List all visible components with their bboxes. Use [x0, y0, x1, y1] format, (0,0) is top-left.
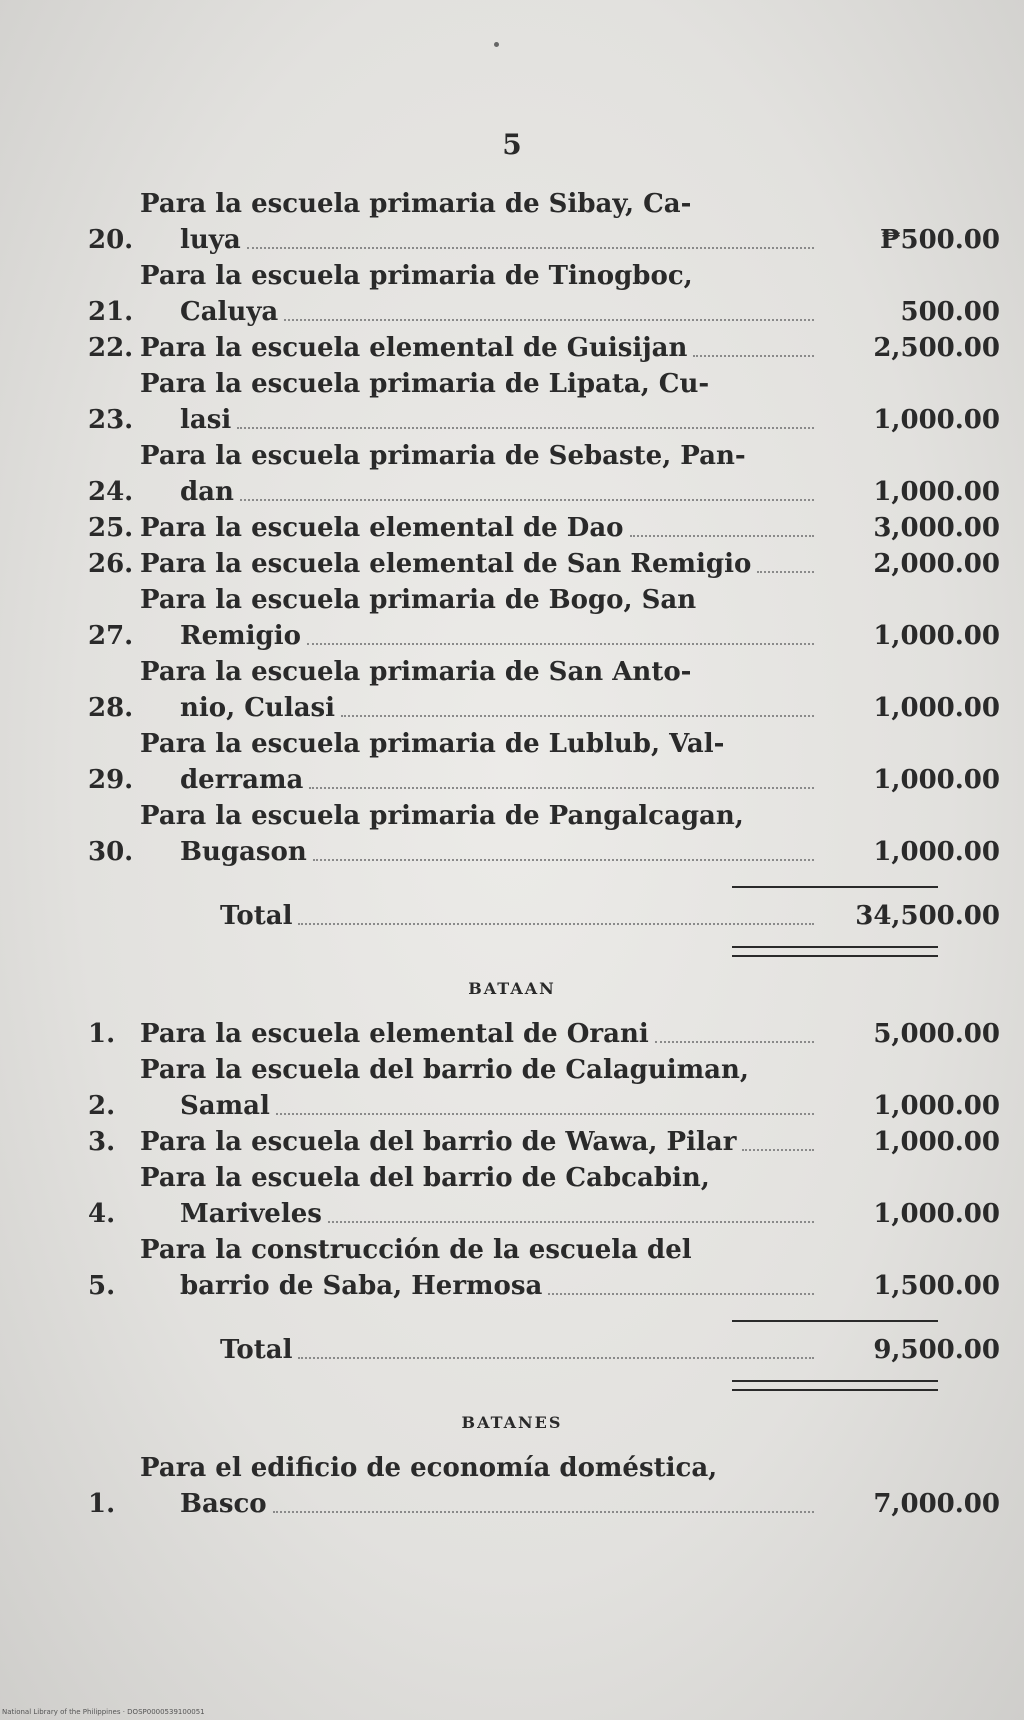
item-description — [140, 1450, 820, 1522]
item-description — [140, 1160, 820, 1232]
description-text: Para la escuela elemental de Guisijan — [140, 333, 688, 363]
list-item — [88, 546, 1024, 582]
item-amount: 1,500.00 — [873, 1271, 1000, 1301]
total-label: Total — [220, 1335, 293, 1365]
sum-rule — [732, 886, 938, 888]
item-number: 27. — [88, 621, 134, 651]
description-line — [140, 834, 820, 870]
item-amount: 1,000.00 — [873, 1199, 1000, 1229]
description-line — [140, 654, 820, 690]
total-line — [220, 898, 820, 934]
dot-leader — [307, 643, 814, 645]
description-line — [140, 474, 820, 510]
description-line — [140, 1450, 820, 1486]
ink-speck — [494, 42, 499, 47]
dot-leader — [237, 427, 814, 429]
item-number: 1. — [88, 1489, 116, 1519]
dot-leader — [298, 923, 814, 925]
description-text: Para la construcción de la escuela del — [140, 1235, 692, 1265]
item-amount: 1,000.00 — [873, 621, 1000, 651]
list-item — [88, 366, 1024, 438]
description-text: Para la escuela primaria de Pangalcagan, — [140, 801, 744, 831]
item-description — [140, 186, 820, 258]
item-amount: 1,000.00 — [873, 1127, 1000, 1157]
description-line — [140, 1124, 820, 1160]
dot-leader — [284, 319, 814, 321]
total-row — [88, 1332, 1024, 1368]
description-line — [140, 582, 820, 618]
dot-leader — [273, 1511, 814, 1513]
item-description — [140, 582, 820, 654]
item-number: 26. — [88, 549, 134, 579]
list-item — [88, 1016, 1024, 1052]
list-item — [88, 510, 1024, 546]
description-line — [140, 726, 820, 762]
description-line — [140, 1232, 820, 1268]
dot-leader — [341, 715, 814, 717]
page-number: 5 — [502, 128, 522, 161]
item-description — [140, 726, 820, 798]
total-double-rule — [732, 946, 938, 957]
list-item — [88, 1124, 1024, 1160]
item-amount: 5,000.00 — [873, 1019, 1000, 1049]
item-description — [140, 546, 820, 582]
description-line — [140, 510, 820, 546]
description-text: dan — [180, 477, 234, 507]
list-item — [88, 438, 1024, 510]
description-line — [140, 618, 820, 654]
description-text: Para la escuela primaria de Bogo, San — [140, 585, 697, 615]
description-text: Para la escuela del barrio de Cabcabin, — [140, 1163, 710, 1193]
list-item — [88, 654, 1024, 726]
description-text: Remigio — [180, 621, 301, 651]
description-text: Para la escuela elemental de Dao — [140, 513, 624, 543]
description-line — [140, 186, 820, 222]
description-line — [140, 798, 820, 834]
item-number: 5. — [88, 1271, 116, 1301]
description-text: Basco — [180, 1489, 267, 1519]
dot-leader — [309, 787, 814, 789]
dot-leader — [240, 499, 814, 501]
sum-rule — [732, 1320, 938, 1322]
item-amount: 1,000.00 — [873, 1091, 1000, 1121]
total-double-rule — [732, 1380, 938, 1391]
description-text: Para la escuela primaria de Tinogboc, — [140, 261, 693, 291]
description-line — [140, 690, 820, 726]
description-text: Caluya — [180, 297, 279, 327]
description-line — [140, 1052, 820, 1088]
item-number: 28. — [88, 693, 134, 723]
item-number: 2. — [88, 1091, 116, 1121]
description-text: Para la escuela primaria de San Anto- — [140, 657, 692, 687]
description-line — [140, 366, 820, 402]
item-amount: 1,000.00 — [873, 765, 1000, 795]
description-line — [140, 438, 820, 474]
item-description — [140, 366, 820, 438]
item-number: 23. — [88, 405, 134, 435]
description-line — [140, 1268, 820, 1304]
total-amount: 34,500.00 — [855, 901, 1000, 931]
item-description — [140, 330, 820, 366]
item-number: 25. — [88, 513, 134, 543]
description-text: Para la escuela del barrio de Wawa, Pilar — [140, 1127, 737, 1157]
section-heading: BATAAN — [468, 979, 556, 998]
item-description — [140, 1232, 820, 1304]
item-number: 21. — [88, 297, 134, 327]
dot-leader — [757, 571, 814, 573]
dot-leader — [298, 1357, 814, 1359]
list-item — [88, 1450, 1024, 1522]
item-amount: 500.00 — [900, 297, 1000, 327]
item-number: 20. — [88, 225, 134, 255]
item-description — [140, 258, 820, 330]
item-amount: 7,000.00 — [873, 1489, 1000, 1519]
dot-leader — [655, 1041, 814, 1043]
item-description — [140, 510, 820, 546]
item-description — [140, 654, 820, 726]
total-line — [220, 1332, 820, 1368]
list-item — [88, 1052, 1024, 1124]
total-row — [88, 898, 1024, 934]
dot-leader — [742, 1149, 814, 1151]
description-text: lasi — [180, 405, 232, 435]
dot-leader — [276, 1113, 814, 1115]
item-description — [140, 438, 820, 510]
list-item — [88, 258, 1024, 330]
description-text: Para el edificio de economía doméstica, — [140, 1453, 718, 1483]
dot-leader — [630, 535, 814, 537]
item-amount: 1,000.00 — [873, 693, 1000, 723]
description-text: Para la escuela elemental de Orani — [140, 1019, 649, 1049]
description-line — [140, 330, 820, 366]
item-amount: 2,500.00 — [873, 333, 1000, 363]
description-text: Para la escuela primaria de Sebaste, Pan- — [140, 441, 746, 471]
dot-leader — [313, 859, 814, 861]
list-item — [88, 726, 1024, 798]
description-line — [140, 1016, 820, 1052]
section-heading: BATANES — [461, 1413, 563, 1432]
description-line — [140, 546, 820, 582]
item-amount: 1,000.00 — [873, 477, 1000, 507]
item-amount: 2,000.00 — [873, 549, 1000, 579]
description-line — [140, 762, 820, 798]
description-text: derrama — [180, 765, 304, 795]
description-text: Para la escuela primaria de Lublub, Val- — [140, 729, 725, 759]
list-item — [88, 798, 1024, 870]
item-amount: 1,000.00 — [873, 405, 1000, 435]
description-text: Mariveles — [180, 1199, 322, 1229]
item-number: 3. — [88, 1127, 116, 1157]
list-item — [88, 582, 1024, 654]
item-number: 29. — [88, 765, 134, 795]
item-number: 22. — [88, 333, 134, 363]
item-number: 4. — [88, 1199, 116, 1229]
footer-caption: National Library of the Philippines · DOSP0000539100051 — [2, 1708, 205, 1716]
item-description — [140, 1052, 820, 1124]
list-item — [88, 1160, 1024, 1232]
description-line — [140, 402, 820, 438]
description-line — [140, 258, 820, 294]
item-description — [140, 1124, 820, 1160]
total-description — [140, 898, 820, 934]
item-number: 30. — [88, 837, 134, 867]
description-text: Para la escuela primaria de Lipata, Cu- — [140, 369, 710, 399]
item-number: 1. — [88, 1019, 116, 1049]
list-item — [88, 1232, 1024, 1304]
description-line — [140, 1088, 820, 1124]
description-text: luya — [180, 225, 241, 255]
description-line — [140, 294, 820, 330]
description-line — [140, 1160, 820, 1196]
description-text: nio, Culasi — [180, 693, 336, 723]
description-text: Bugason — [180, 837, 307, 867]
description-text: barrio de Saba, Hermosa — [180, 1271, 543, 1301]
total-amount: 9,500.00 — [873, 1335, 1000, 1365]
item-description — [140, 798, 820, 870]
description-line — [140, 1486, 820, 1522]
item-amount: 3,000.00 — [873, 513, 1000, 543]
item-description — [140, 1016, 820, 1052]
dot-leader — [328, 1221, 814, 1223]
item-number: 24. — [88, 477, 134, 507]
description-text: Para la escuela del barrio de Calaguiman, — [140, 1055, 749, 1085]
description-text: Para la escuela primaria de Sibay, Ca- — [140, 189, 692, 219]
dot-leader — [693, 355, 814, 357]
dot-leader — [548, 1293, 814, 1295]
description-line — [140, 222, 820, 258]
description-line — [140, 1196, 820, 1232]
description-text: Para la escuela elemental de San Remigio — [140, 549, 752, 579]
total-label: Total — [220, 901, 293, 931]
total-description — [140, 1332, 820, 1368]
item-amount: 1,000.00 — [873, 837, 1000, 867]
appropriation-list — [0, 186, 1024, 1522]
list-item — [88, 330, 1024, 366]
item-amount: ₱500.00 — [879, 225, 1000, 255]
description-text: Samal — [180, 1091, 270, 1121]
list-item — [88, 186, 1024, 258]
dot-leader — [247, 247, 814, 249]
